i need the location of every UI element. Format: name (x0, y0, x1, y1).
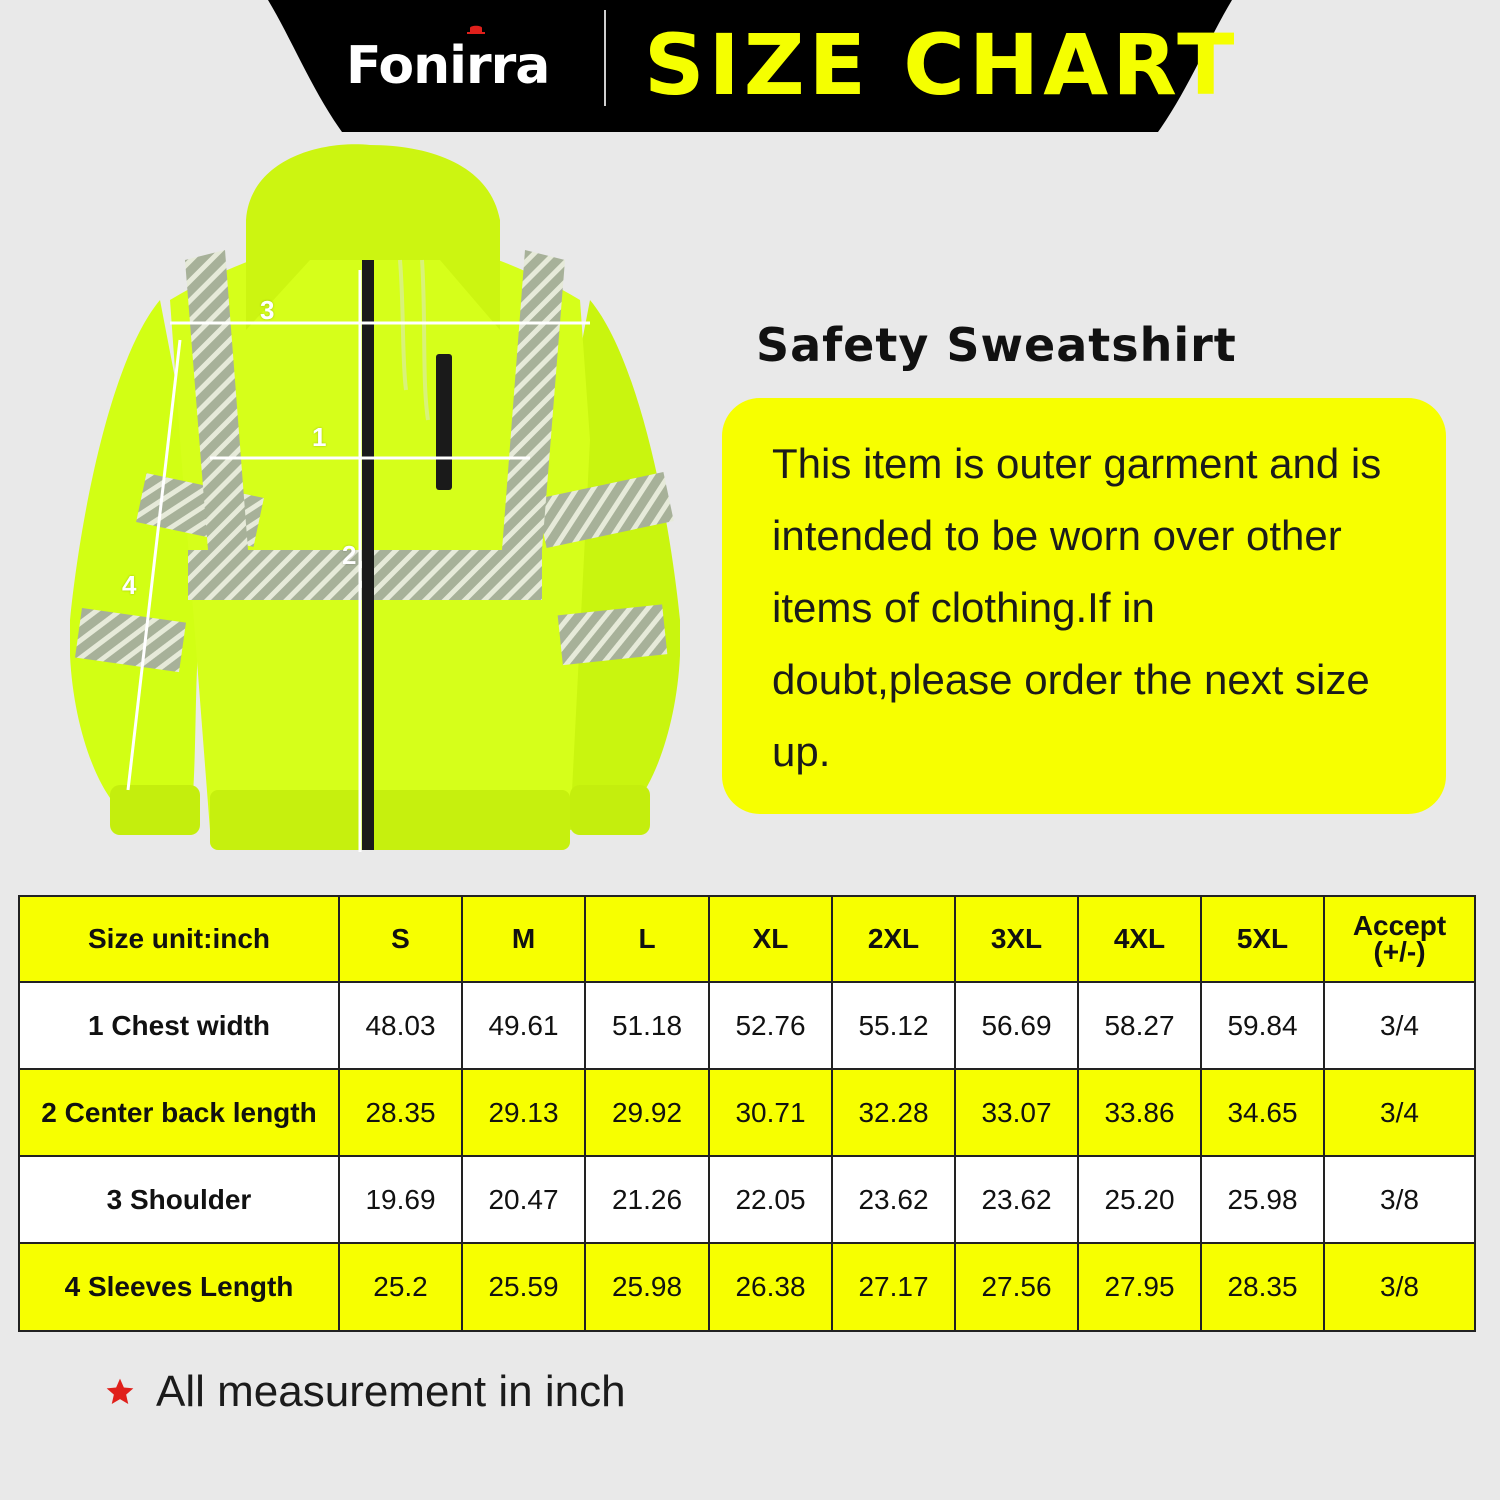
table-cell: 28.35 (1201, 1243, 1324, 1331)
header-size: 5XL (1201, 896, 1324, 982)
table-cell: 58.27 (1078, 982, 1201, 1069)
header-label: Size unit:inch (19, 896, 339, 982)
hoodie-drawing (70, 140, 680, 860)
table-cell: 22.05 (709, 1156, 832, 1243)
table-cell: 27.95 (1078, 1243, 1201, 1331)
page-title: SIZE CHART (644, 16, 1239, 114)
brand-logo: Fonirra (346, 36, 550, 96)
footnote-text: All measurement in inch (156, 1367, 626, 1416)
table-cell: 23.62 (955, 1156, 1078, 1243)
header-size: L (585, 896, 709, 982)
table-cell: 56.69 (955, 982, 1078, 1069)
row-label: 3 Shoulder (19, 1156, 339, 1243)
marker-2: 2 (342, 540, 357, 570)
table-cell: 23.62 (832, 1156, 955, 1243)
footnote (104, 1362, 804, 1422)
table-cell: 59.84 (1201, 982, 1324, 1069)
header-size: 2XL (832, 896, 955, 982)
table-cell: 29.92 (585, 1069, 709, 1156)
accept-cell: 3/8 (1324, 1156, 1475, 1243)
header-size: 4XL (1078, 896, 1201, 982)
accept-cell: 3/4 (1324, 982, 1475, 1069)
table-cell: 34.65 (1201, 1069, 1324, 1156)
star-icon (104, 1376, 136, 1408)
accept-cell: 3/4 (1324, 1069, 1475, 1156)
row-label: 1 Chest width (19, 982, 339, 1069)
marker-3: 3 (260, 295, 275, 325)
note-text: This item is outer garment and is intended to be worn over other items of clothing.If in doubt,please order the next size up. (772, 440, 1382, 775)
table-cell: 25.2 (339, 1243, 462, 1331)
table-cell: 51.18 (585, 982, 709, 1069)
table-cell: 21.26 (585, 1156, 709, 1243)
header-accept (1324, 896, 1475, 982)
table-row (19, 982, 1475, 1069)
marker-4: 4 (122, 570, 137, 600)
brand-hat-icon (467, 24, 485, 34)
table-cell: 29.13 (462, 1069, 585, 1156)
header-size: M (462, 896, 585, 982)
table-cell: 28.35 (339, 1069, 462, 1156)
table-cell: 19.69 (339, 1156, 462, 1243)
table-cell: 26.38 (709, 1243, 832, 1331)
header-size: XL (709, 896, 832, 982)
table-cell: 33.07 (955, 1069, 1078, 1156)
table-cell: 52.76 (709, 982, 832, 1069)
accept-line1: Accept (1352, 910, 1447, 941)
table-cell: 25.59 (462, 1243, 585, 1331)
header-divider (604, 10, 606, 106)
table-cell: 30.71 (709, 1069, 832, 1156)
table-cell: 49.61 (462, 982, 585, 1069)
table-row (19, 1069, 1475, 1156)
table-cell: 33.86 (1078, 1069, 1201, 1156)
product-name: Safety Sweatshirt (756, 318, 1237, 372)
table-cell: 25.98 (1201, 1156, 1324, 1243)
header-size: 3XL (955, 896, 1078, 982)
note-box (722, 398, 1446, 814)
table-row (19, 1156, 1475, 1243)
row-label: 2 Center back length (19, 1069, 339, 1156)
marker-1: 1 (312, 422, 327, 452)
table-cell: 20.47 (462, 1156, 585, 1243)
accept-line2: (+/-) (1373, 936, 1426, 967)
table-cell: 55.12 (832, 982, 955, 1069)
hoodie-illustration (70, 140, 680, 860)
table-cell: 25.98 (585, 1243, 709, 1331)
table-cell: 25.20 (1078, 1156, 1201, 1243)
accept-cell: 3/8 (1324, 1243, 1475, 1331)
table-cell: 48.03 (339, 982, 462, 1069)
table-cell: 27.56 (955, 1243, 1078, 1331)
table-cell: 27.17 (832, 1243, 955, 1331)
table-row (19, 1243, 1475, 1331)
header-size: S (339, 896, 462, 982)
table-header-row (19, 896, 1475, 982)
row-label: 4 Sleeves Length (19, 1243, 339, 1331)
size-table (18, 895, 1476, 1332)
table-cell: 32.28 (832, 1069, 955, 1156)
